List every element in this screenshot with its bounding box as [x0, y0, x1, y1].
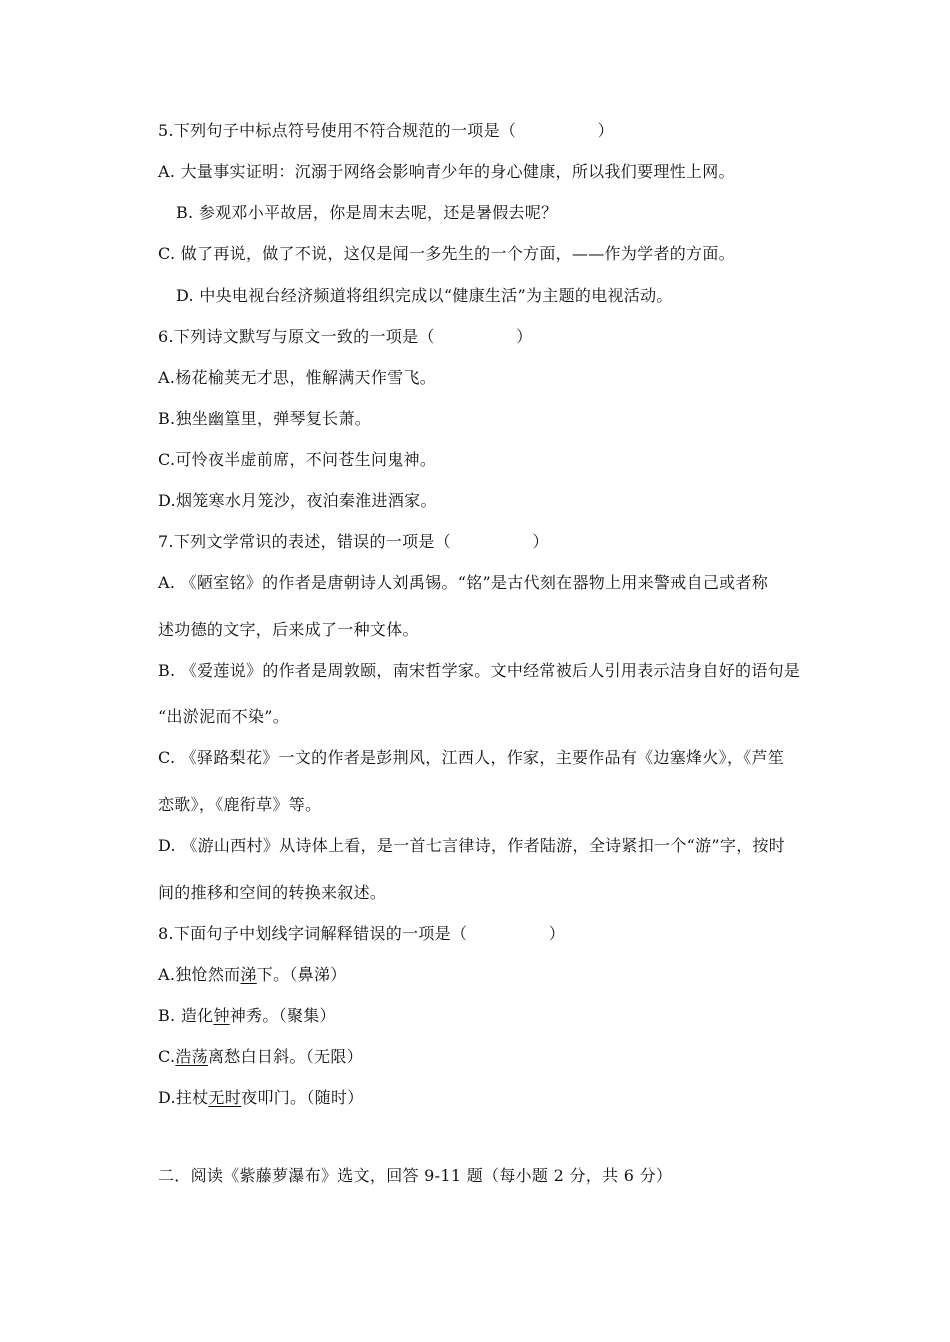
question-8-option-c: [158, 1045, 363, 1069]
option-text: 下。（鼻涕）: [256, 965, 347, 984]
option-text: A.独怆然而: [158, 965, 241, 984]
question-7-option-c-line2: 恋歌》，《鹿衔草》等。: [158, 795, 322, 814]
question-8-option-b: [158, 1004, 336, 1028]
option-text: 神秀。（聚集）: [229, 1006, 336, 1025]
question-7-stem: 7.下列文学常识的表述，错误的一项是（ ）: [158, 532, 549, 551]
question-7-option-b-line1: B. 《爱莲说》的作者是周敦颐，南宋哲学家。文中经常被后人引用表示洁身自好的语句是: [158, 661, 801, 680]
question-7-option-c-line1: C. 《驿路梨花》一文的作者是彭荆风，江西人，作家，主要作品有《边塞烽火》，《芦笙: [158, 748, 785, 767]
question-6-option-b: B.独坐幽篁里，弹琴复长萧。: [158, 409, 372, 428]
question-6-option-c: C.可怜夜半虚前席，不问苍生问鬼神。: [158, 450, 437, 469]
option-text: 离愁白日斜。（无限）: [207, 1047, 363, 1066]
underlined-word: 无时: [208, 1088, 242, 1107]
question-5-option-a: A. 大量事实证明：沉溺于网络会影响青少年的身心健康，所以我们要理性上网。: [158, 162, 735, 181]
question-7-option-b-line2: “出淤泥而不染”。: [158, 707, 290, 726]
question-7-option-a-line2: 述功德的文字，后来成了一种文体。: [158, 620, 419, 639]
question-6-stem: 6.下列诗文默写与原文一致的一项是（ ）: [158, 327, 533, 346]
question-6-option-a: A.杨花榆荚无才思，惟解满天作雪飞。: [158, 368, 437, 387]
underlined-word: 涕: [240, 965, 257, 984]
question-5-stem: 5.下列句子中标点符号使用不符合规范的一项是（ ）: [158, 121, 614, 140]
question-8-stem: 8.下面句子中划线字词解释错误的一项是（ ）: [158, 924, 566, 943]
question-7-option-d-line2: 间的推移和空间的转换来叙述。: [158, 883, 387, 902]
question-5-option-c: C. 做了再说，做了不说，这仅是闻一多先生的一个方面，——作为学者的方面。: [158, 244, 735, 263]
section-2-heading: 二．阅读《紫藤萝瀑布》选文，回答 9-11 题（每小题 2 分，共 6 分）: [158, 1166, 673, 1185]
question-8-option-a: [158, 963, 347, 987]
option-text: C.: [158, 1047, 176, 1066]
underlined-word: 钟: [213, 1006, 230, 1025]
question-7-option-a-line1: A. 《陋室铭》的作者是唐朝诗人刘禹锡。“铭”是古代刻在器物上用来警戒自己或者称: [158, 573, 769, 592]
underlined-word: 浩荡: [175, 1047, 208, 1066]
option-text: B. 造化: [158, 1006, 214, 1025]
option-text: 夜叩门。（随时）: [241, 1088, 364, 1107]
question-8-option-d: [158, 1086, 364, 1110]
question-7-option-d-line1: D. 《游山西村》从诗体上看，是一首七言律诗，作者陆游，全诗紧扣一个“游”字，按时: [158, 836, 786, 855]
question-5-option-d: D. 中央电视台经济频道将组织完成以“健康生活”为主题的电视活动。: [176, 286, 673, 305]
option-text: D.拄杖: [158, 1088, 209, 1107]
question-6-option-d: D.烟笼寒水月笼沙，夜泊秦淮进酒家。: [158, 491, 437, 510]
question-5-option-b: B. 参观邓小平故居，你是周末去呢，还是暑假去呢？: [176, 203, 558, 222]
